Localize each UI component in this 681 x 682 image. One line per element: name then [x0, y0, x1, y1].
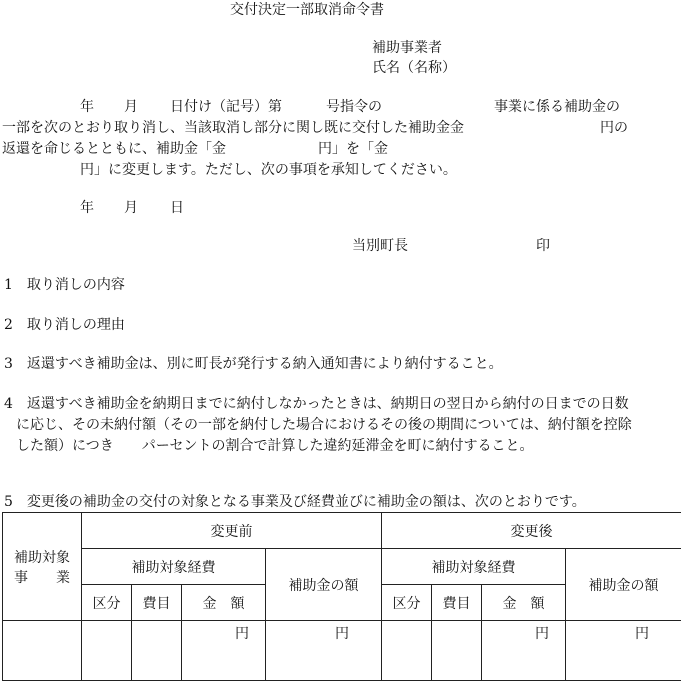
- after-subsidy-header: 補助金の額: [566, 549, 681, 621]
- body-line-1-date-ref: 日付け（記号）第: [170, 99, 282, 115]
- project-cell: [3, 621, 82, 681]
- issuer-name: 当別町長: [352, 238, 408, 254]
- before-subsidy-header: 補助金の額: [266, 549, 382, 621]
- before-subsidy-cell: 円: [266, 621, 382, 681]
- after-class-cell: [382, 621, 432, 681]
- seal-mark: 印: [536, 238, 550, 254]
- project-label-1: 補助対象: [14, 549, 70, 566]
- recipient-name-label: 氏名（名称）: [372, 60, 456, 76]
- after-item-header: 費目: [432, 585, 482, 621]
- body-line-2-yen: 円の: [600, 120, 628, 136]
- item-1-contents: 1 取り消しの内容: [4, 277, 125, 293]
- body-line-2-text: 一部を次のとおり取り消し、当該取消し部分に関し既に交付した補助金金: [2, 120, 464, 136]
- date-year: 年: [80, 200, 94, 216]
- body-line-1-year: 年: [80, 99, 94, 115]
- before-amount-cell: 円: [182, 621, 266, 681]
- body-line-3-yen: 円」を「金: [318, 141, 388, 157]
- document-title: 交付決定一部取消命令書: [230, 2, 384, 18]
- body-line-1-month: 月: [124, 99, 138, 115]
- after-amount-header: 金 額: [482, 585, 566, 621]
- body-line-1-directive: 号指令の: [326, 99, 382, 115]
- body-line-3-text: 返還を命じるとともに、補助金「金: [2, 141, 226, 157]
- after-expense-header: 補助対象経費: [382, 549, 566, 585]
- body-line-4-text: 円」に変更します。ただし、次の事項を承知してください。: [80, 162, 457, 178]
- before-class-header: 区分: [82, 585, 132, 621]
- before-amount-header: 金 額: [182, 585, 266, 621]
- before-item-header: 費目: [132, 585, 182, 621]
- after-item-cell: [432, 621, 482, 681]
- before-header: 変更前: [82, 513, 382, 549]
- item-5-changes: 5 変更後の補助金の交付の対象となる事業及び経費並びに補助金の額は、次のとおりです。: [4, 494, 586, 510]
- recipient-label: 補助事業者: [372, 40, 442, 56]
- after-class-header: 区分: [382, 585, 432, 621]
- project-label-cell: [3, 513, 82, 621]
- date-month: 月: [124, 200, 138, 216]
- item-2-reason: 2 取り消しの理由: [4, 317, 125, 333]
- body-line-1-project: 事業に係る補助金の: [494, 99, 620, 115]
- before-class-cell: [82, 621, 132, 681]
- date-day: 日: [170, 200, 184, 216]
- item-3-repayment: 3 返還すべき補助金は、別に町長が発行する納入通知書により納付すること。: [4, 356, 503, 372]
- before-expense-header: 補助対象経費: [82, 549, 266, 585]
- item-4-late-fee: 4 返還すべき補助金を納期日までに納付しなかったときは、納期日の翌日から納付の日までの日数に応じ、その未納付額（その一部を納付した場合におけるその後の期間については、納付額を控除した額）につき パーセントの割合で計算した違約延滞金を町に納付すること。: [4, 396, 632, 454]
- project-label-2: 事 業: [14, 569, 70, 586]
- change-table: [2, 512, 681, 681]
- after-amount-cell: 円: [482, 621, 566, 681]
- before-item-cell: [132, 621, 182, 681]
- after-header: 変更後: [382, 513, 681, 549]
- after-subsidy-cell: 円: [566, 621, 681, 681]
